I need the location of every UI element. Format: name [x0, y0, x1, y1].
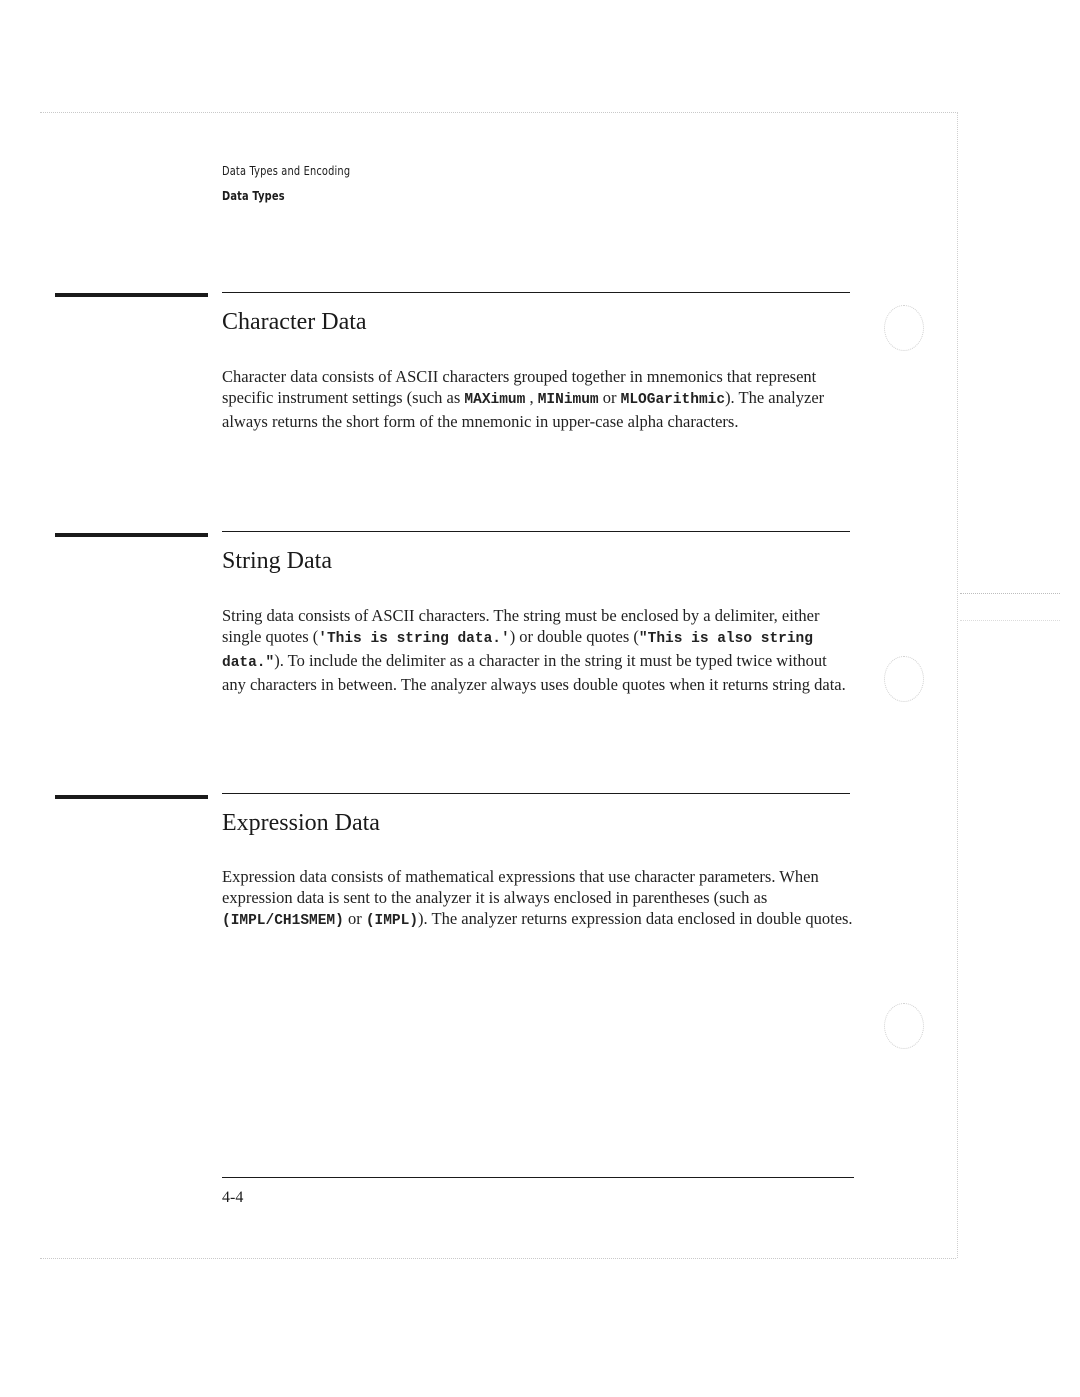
body-text: , — [525, 388, 538, 407]
body-text: or — [343, 909, 366, 928]
punch-hole-middle — [884, 656, 924, 702]
body-text: ) or double quotes ( — [509, 627, 639, 646]
code-expression: (IMPL/CH1SMEM) — [222, 913, 344, 929]
section-rule — [222, 531, 850, 532]
tab-divider-edge — [960, 620, 1060, 621]
section-marker-bar — [55, 293, 208, 297]
footer-rule — [222, 1177, 854, 1178]
body-text: or — [598, 388, 621, 407]
section-marker-bar — [55, 533, 208, 537]
section-rule — [222, 793, 850, 794]
code-expression: (IMPL) — [365, 913, 419, 929]
code-string: "This is also string data." — [222, 631, 813, 671]
body-text: ). The analyzer always returns the short form of the mnemonic in upper-case alpha characters. — [222, 388, 825, 431]
page-edge-right — [957, 112, 958, 1258]
page-edge-bottom — [40, 1258, 956, 1259]
chapter-title: Data Types and Encoding — [222, 164, 351, 178]
body-text: Character data consists of ASCII characters grouped together in mnemonics that represent specific instrument settings (such as — [222, 367, 817, 407]
body-text: Expression data consists of mathematical expressions that use character parameters. When expression data is sent to the analyzer it is always enclosed in parentheses (such as — [222, 867, 819, 907]
page-edge-top — [40, 112, 956, 113]
code-mnemonic: MINimum — [537, 392, 599, 408]
body-text: ). The analyzer returns expression data enclosed in double quotes. — [418, 909, 853, 928]
code-string: 'This is string data.' — [318, 631, 510, 647]
code-mnemonic: MLOGarithmic — [620, 392, 726, 408]
section-body — [222, 605, 852, 695]
section-body — [222, 366, 862, 432]
section-body — [222, 866, 862, 932]
section-marker-bar — [55, 795, 208, 799]
section-heading: Expression Data — [222, 810, 380, 836]
code-mnemonic: MAXimum — [464, 392, 526, 408]
section-title: Data Types — [222, 189, 285, 203]
punch-hole-top — [884, 305, 924, 351]
page-number: 4-4 — [222, 1189, 244, 1206]
body-text: String data consists of ASCII characters. The string must be enclosed by a delimiter, either single quotes ( — [222, 606, 820, 646]
section-heading: String Data — [222, 548, 332, 574]
running-header — [222, 159, 350, 209]
punch-hole-bottom — [884, 1003, 924, 1049]
section-heading: Character Data — [222, 309, 367, 335]
tab-divider-edge — [960, 593, 1060, 594]
section-rule — [222, 292, 850, 293]
body-text: ). To include the delimiter as a character in the string it must be typed twice without any characters in between. The analyzer always uses double quotes when it returns string data. — [222, 651, 846, 694]
